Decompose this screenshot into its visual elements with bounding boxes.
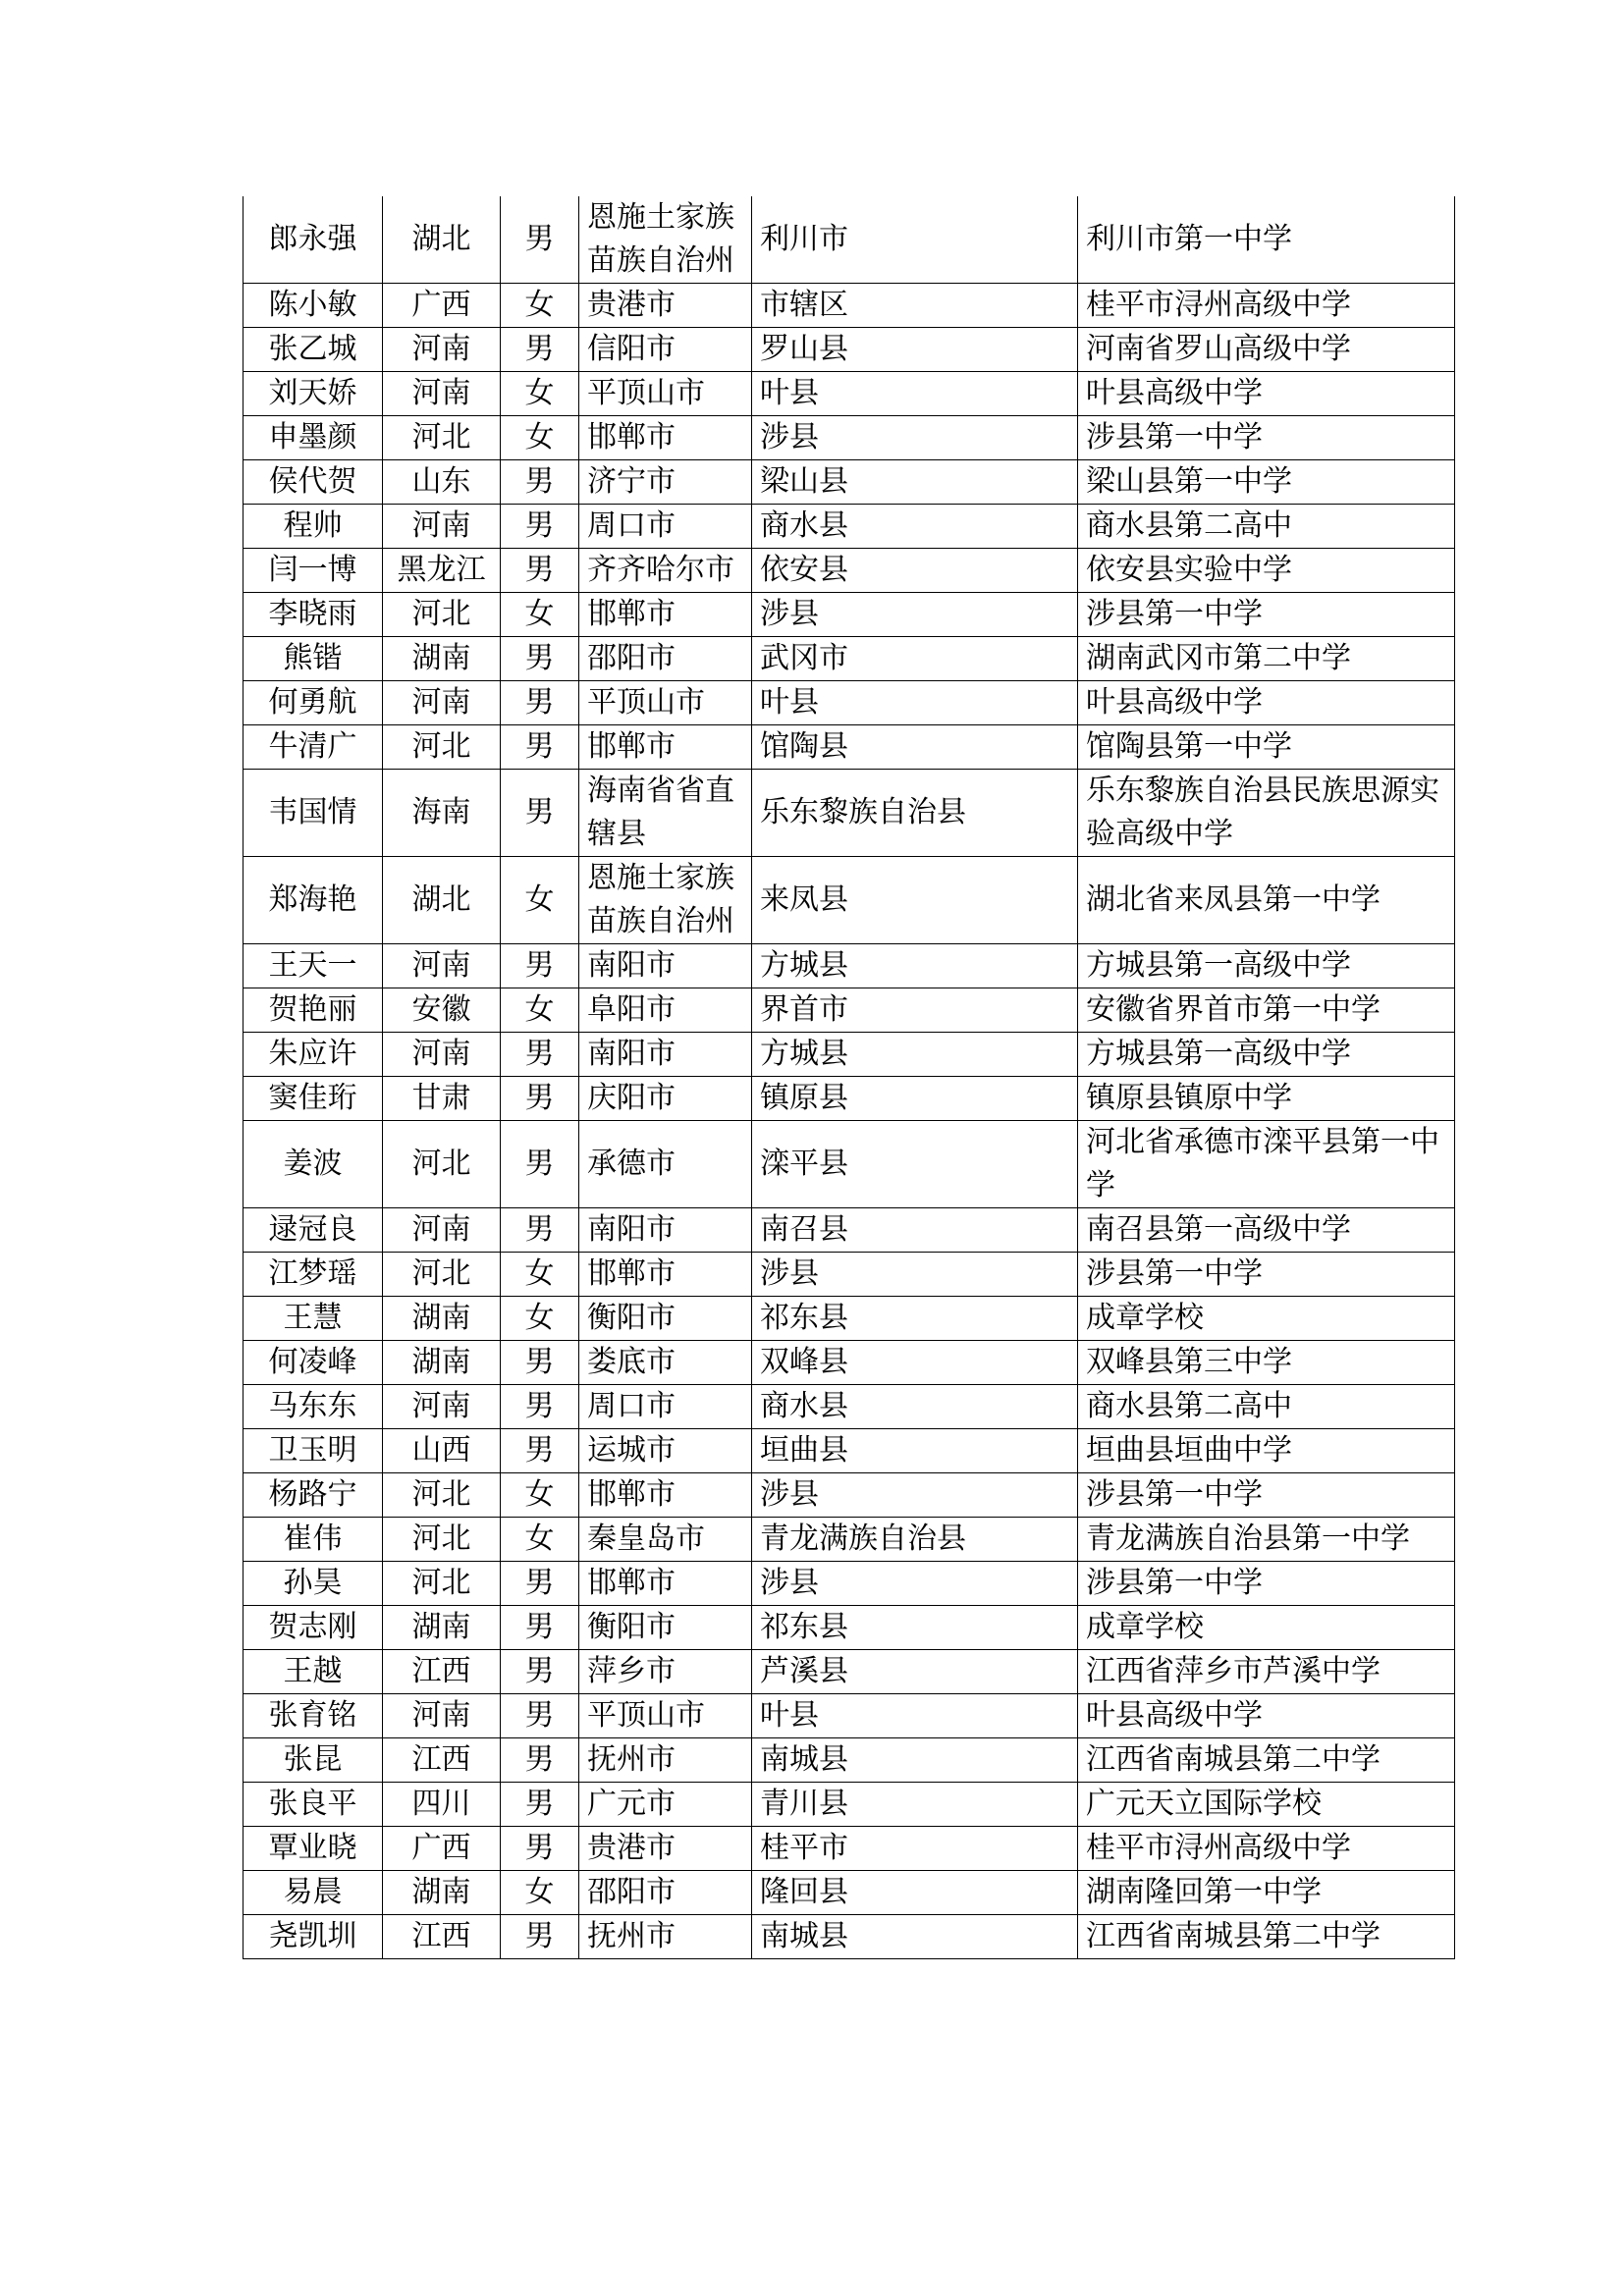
table-row xyxy=(244,1033,1455,1077)
roster-body xyxy=(244,196,1455,1959)
school-cell: 商水县第二高中 xyxy=(1078,505,1455,549)
table-row xyxy=(244,681,1455,725)
city-cell: 娄底市 xyxy=(579,1341,752,1385)
school-cell: 湖南隆回第一中学 xyxy=(1078,1871,1455,1915)
province-cell: 河南 xyxy=(383,372,501,416)
school-cell: 桂平市浔州高级中学 xyxy=(1078,1827,1455,1871)
county-cell: 青龙满族自治县 xyxy=(752,1518,1078,1562)
county-cell: 隆回县 xyxy=(752,1871,1078,1915)
gender-cell: 男 xyxy=(501,1429,579,1473)
province-cell: 河北 xyxy=(383,1253,501,1297)
student-name-cell: 窦佳珩 xyxy=(244,1077,383,1121)
province-cell: 黑龙江 xyxy=(383,549,501,593)
school-cell: 湖南武冈市第二中学 xyxy=(1078,637,1455,681)
school-cell: 依安县实验中学 xyxy=(1078,549,1455,593)
city-cell: 南阳市 xyxy=(579,1208,752,1253)
county-cell: 南城县 xyxy=(752,1738,1078,1783)
table-row xyxy=(244,1650,1455,1694)
school-cell: 商水县第二高中 xyxy=(1078,1385,1455,1429)
student-name-cell: 何凌峰 xyxy=(244,1341,383,1385)
school-cell: 方城县第一高级中学 xyxy=(1078,944,1455,988)
student-name-cell: 李晓雨 xyxy=(244,593,383,637)
city-cell: 庆阳市 xyxy=(579,1077,752,1121)
school-cell: 江西省南城县第二中学 xyxy=(1078,1738,1455,1783)
table-row xyxy=(244,1208,1455,1253)
student-name-cell: 卫玉明 xyxy=(244,1429,383,1473)
school-cell: 利川市第一中学 xyxy=(1078,196,1455,284)
student-name-cell: 贺艳丽 xyxy=(244,988,383,1033)
table-row xyxy=(244,1915,1455,1959)
student-name-cell: 王慧 xyxy=(244,1297,383,1341)
gender-cell: 男 xyxy=(501,505,579,549)
table-row xyxy=(244,1253,1455,1297)
province-cell: 湖南 xyxy=(383,637,501,681)
table-row xyxy=(244,1341,1455,1385)
school-cell: 叶县高级中学 xyxy=(1078,681,1455,725)
gender-cell: 女 xyxy=(501,1253,579,1297)
gender-cell: 男 xyxy=(501,196,579,284)
county-cell: 叶县 xyxy=(752,1694,1078,1738)
school-cell: 叶县高级中学 xyxy=(1078,372,1455,416)
city-cell: 信阳市 xyxy=(579,328,752,372)
gender-cell: 男 xyxy=(501,1915,579,1959)
gender-cell: 男 xyxy=(501,725,579,770)
province-cell: 江西 xyxy=(383,1915,501,1959)
student-name-cell: 程帅 xyxy=(244,505,383,549)
student-roster-table xyxy=(243,196,1455,1959)
school-cell: 河南省罗山高级中学 xyxy=(1078,328,1455,372)
gender-cell: 男 xyxy=(501,1694,579,1738)
table-row xyxy=(244,505,1455,549)
gender-cell: 男 xyxy=(501,1033,579,1077)
table-row xyxy=(244,593,1455,637)
province-cell: 河北 xyxy=(383,725,501,770)
city-cell: 阜阳市 xyxy=(579,988,752,1033)
city-cell: 邵阳市 xyxy=(579,637,752,681)
city-cell: 周口市 xyxy=(579,1385,752,1429)
student-name-cell: 覃业晓 xyxy=(244,1827,383,1871)
city-cell: 衡阳市 xyxy=(579,1297,752,1341)
gender-cell: 女 xyxy=(501,1297,579,1341)
gender-cell: 男 xyxy=(501,1783,579,1827)
province-cell: 河北 xyxy=(383,1121,501,1208)
county-cell: 叶县 xyxy=(752,372,1078,416)
province-cell: 湖北 xyxy=(383,857,501,944)
province-cell: 湖南 xyxy=(383,1297,501,1341)
gender-cell: 男 xyxy=(501,1650,579,1694)
province-cell: 安徽 xyxy=(383,988,501,1033)
county-cell: 依安县 xyxy=(752,549,1078,593)
table-row xyxy=(244,1518,1455,1562)
county-cell: 涉县 xyxy=(752,593,1078,637)
student-name-cell: 王越 xyxy=(244,1650,383,1694)
gender-cell: 女 xyxy=(501,1871,579,1915)
gender-cell: 男 xyxy=(501,944,579,988)
table-row xyxy=(244,1121,1455,1208)
province-cell: 湖南 xyxy=(383,1871,501,1915)
province-cell: 山西 xyxy=(383,1429,501,1473)
table-row xyxy=(244,328,1455,372)
province-cell: 广西 xyxy=(383,1827,501,1871)
table-row xyxy=(244,725,1455,770)
school-cell: 成章学校 xyxy=(1078,1606,1455,1650)
school-cell: 双峰县第三中学 xyxy=(1078,1341,1455,1385)
county-cell: 利川市 xyxy=(752,196,1078,284)
province-cell: 河南 xyxy=(383,1385,501,1429)
student-name-cell: 尧凯圳 xyxy=(244,1915,383,1959)
city-cell: 邵阳市 xyxy=(579,1871,752,1915)
county-cell: 双峰县 xyxy=(752,1341,1078,1385)
table-row xyxy=(244,857,1455,944)
county-cell: 市辖区 xyxy=(752,284,1078,328)
county-cell: 镇原县 xyxy=(752,1077,1078,1121)
school-cell: 湖北省来凤县第一中学 xyxy=(1078,857,1455,944)
table-row xyxy=(244,196,1455,284)
school-cell: 桂平市浔州高级中学 xyxy=(1078,284,1455,328)
student-name-cell: 张昆 xyxy=(244,1738,383,1783)
table-row xyxy=(244,1871,1455,1915)
table-row xyxy=(244,988,1455,1033)
school-cell: 垣曲县垣曲中学 xyxy=(1078,1429,1455,1473)
table-row xyxy=(244,460,1455,505)
gender-cell: 女 xyxy=(501,372,579,416)
student-name-cell: 王天一 xyxy=(244,944,383,988)
gender-cell: 女 xyxy=(501,857,579,944)
province-cell: 河南 xyxy=(383,944,501,988)
county-cell: 梁山县 xyxy=(752,460,1078,505)
province-cell: 河南 xyxy=(383,1208,501,1253)
student-name-cell: 姜波 xyxy=(244,1121,383,1208)
city-cell: 抚州市 xyxy=(579,1915,752,1959)
gender-cell: 女 xyxy=(501,1473,579,1518)
county-cell: 南城县 xyxy=(752,1915,1078,1959)
student-name-cell: 申墨颜 xyxy=(244,416,383,460)
city-cell: 邯郸市 xyxy=(579,1253,752,1297)
gender-cell: 男 xyxy=(501,1606,579,1650)
gender-cell: 男 xyxy=(501,770,579,857)
gender-cell: 男 xyxy=(501,1562,579,1606)
gender-cell: 女 xyxy=(501,1518,579,1562)
province-cell: 四川 xyxy=(383,1783,501,1827)
city-cell: 平顶山市 xyxy=(579,372,752,416)
table-row xyxy=(244,1077,1455,1121)
school-cell: 梁山县第一中学 xyxy=(1078,460,1455,505)
county-cell: 涉县 xyxy=(752,416,1078,460)
county-cell: 武冈市 xyxy=(752,637,1078,681)
county-cell: 叶县 xyxy=(752,681,1078,725)
city-cell: 抚州市 xyxy=(579,1738,752,1783)
school-cell: 河北省承德市滦平县第一中学 xyxy=(1078,1121,1455,1208)
gender-cell: 男 xyxy=(501,549,579,593)
gender-cell: 女 xyxy=(501,416,579,460)
county-cell: 涉县 xyxy=(752,1253,1078,1297)
county-cell: 涉县 xyxy=(752,1473,1078,1518)
table-row xyxy=(244,372,1455,416)
student-name-cell: 江梦瑶 xyxy=(244,1253,383,1297)
city-cell: 邯郸市 xyxy=(579,593,752,637)
county-cell: 祁东县 xyxy=(752,1297,1078,1341)
city-cell: 邯郸市 xyxy=(579,1562,752,1606)
city-cell: 济宁市 xyxy=(579,460,752,505)
city-cell: 齐齐哈尔市 xyxy=(579,549,752,593)
school-cell: 青龙满族自治县第一中学 xyxy=(1078,1518,1455,1562)
province-cell: 广西 xyxy=(383,284,501,328)
city-cell: 海南省省直辖县 xyxy=(579,770,752,857)
table-row xyxy=(244,416,1455,460)
city-cell: 恩施土家族苗族自治州 xyxy=(579,196,752,284)
table-row xyxy=(244,1606,1455,1650)
student-name-cell: 逯冠良 xyxy=(244,1208,383,1253)
province-cell: 湖南 xyxy=(383,1606,501,1650)
county-cell: 桂平市 xyxy=(752,1827,1078,1871)
table-row xyxy=(244,1385,1455,1429)
table-row xyxy=(244,1473,1455,1518)
city-cell: 广元市 xyxy=(579,1783,752,1827)
school-cell: 涉县第一中学 xyxy=(1078,1473,1455,1518)
county-cell: 罗山县 xyxy=(752,328,1078,372)
table-row xyxy=(244,770,1455,857)
gender-cell: 男 xyxy=(501,328,579,372)
gender-cell: 女 xyxy=(501,593,579,637)
province-cell: 海南 xyxy=(383,770,501,857)
city-cell: 贵港市 xyxy=(579,284,752,328)
gender-cell: 男 xyxy=(501,1077,579,1121)
city-cell: 邯郸市 xyxy=(579,725,752,770)
city-cell: 平顶山市 xyxy=(579,681,752,725)
school-cell: 涉县第一中学 xyxy=(1078,416,1455,460)
table-row xyxy=(244,549,1455,593)
student-name-cell: 郑海艳 xyxy=(244,857,383,944)
table-row xyxy=(244,284,1455,328)
county-cell: 来凤县 xyxy=(752,857,1078,944)
table-row xyxy=(244,944,1455,988)
city-cell: 邯郸市 xyxy=(579,416,752,460)
student-name-cell: 朱应许 xyxy=(244,1033,383,1077)
table-row xyxy=(244,1694,1455,1738)
city-cell: 秦皇岛市 xyxy=(579,1518,752,1562)
student-name-cell: 何勇航 xyxy=(244,681,383,725)
city-cell: 南阳市 xyxy=(579,1033,752,1077)
gender-cell: 女 xyxy=(501,988,579,1033)
student-name-cell: 张育铭 xyxy=(244,1694,383,1738)
table-row xyxy=(244,1562,1455,1606)
table-row xyxy=(244,1738,1455,1783)
school-cell: 乐东黎族自治县民族思源实验高级中学 xyxy=(1078,770,1455,857)
county-cell: 南召县 xyxy=(752,1208,1078,1253)
student-name-cell: 刘天娇 xyxy=(244,372,383,416)
gender-cell: 男 xyxy=(501,637,579,681)
student-name-cell: 贺志刚 xyxy=(244,1606,383,1650)
table-row xyxy=(244,1429,1455,1473)
gender-cell: 男 xyxy=(501,1208,579,1253)
county-cell: 界首市 xyxy=(752,988,1078,1033)
student-name-cell: 崔伟 xyxy=(244,1518,383,1562)
student-name-cell: 张良平 xyxy=(244,1783,383,1827)
school-cell: 安徽省界首市第一中学 xyxy=(1078,988,1455,1033)
county-cell: 乐东黎族自治县 xyxy=(752,770,1078,857)
county-cell: 方城县 xyxy=(752,944,1078,988)
student-name-cell: 陈小敏 xyxy=(244,284,383,328)
province-cell: 河北 xyxy=(383,1473,501,1518)
student-name-cell: 熊锴 xyxy=(244,637,383,681)
county-cell: 垣曲县 xyxy=(752,1429,1078,1473)
school-cell: 叶县高级中学 xyxy=(1078,1694,1455,1738)
gender-cell: 男 xyxy=(501,1385,579,1429)
province-cell: 江西 xyxy=(383,1738,501,1783)
gender-cell: 男 xyxy=(501,460,579,505)
school-cell: 江西省萍乡市芦溪中学 xyxy=(1078,1650,1455,1694)
county-cell: 商水县 xyxy=(752,505,1078,549)
student-name-cell: 张乙城 xyxy=(244,328,383,372)
city-cell: 恩施土家族苗族自治州 xyxy=(579,857,752,944)
county-cell: 青川县 xyxy=(752,1783,1078,1827)
school-cell: 成章学校 xyxy=(1078,1297,1455,1341)
school-cell: 馆陶县第一中学 xyxy=(1078,725,1455,770)
county-cell: 涉县 xyxy=(752,1562,1078,1606)
county-cell: 滦平县 xyxy=(752,1121,1078,1208)
province-cell: 河南 xyxy=(383,1694,501,1738)
school-cell: 南召县第一高级中学 xyxy=(1078,1208,1455,1253)
city-cell: 衡阳市 xyxy=(579,1606,752,1650)
table-row xyxy=(244,1827,1455,1871)
table-row xyxy=(244,637,1455,681)
province-cell: 山东 xyxy=(383,460,501,505)
province-cell: 江西 xyxy=(383,1650,501,1694)
city-cell: 运城市 xyxy=(579,1429,752,1473)
county-cell: 祁东县 xyxy=(752,1606,1078,1650)
province-cell: 河北 xyxy=(383,593,501,637)
school-cell: 涉县第一中学 xyxy=(1078,1253,1455,1297)
city-cell: 平顶山市 xyxy=(579,1694,752,1738)
student-name-cell: 郎永强 xyxy=(244,196,383,284)
city-cell: 贵港市 xyxy=(579,1827,752,1871)
gender-cell: 男 xyxy=(501,681,579,725)
province-cell: 河北 xyxy=(383,416,501,460)
county-cell: 方城县 xyxy=(752,1033,1078,1077)
city-cell: 萍乡市 xyxy=(579,1650,752,1694)
student-name-cell: 韦国情 xyxy=(244,770,383,857)
province-cell: 河南 xyxy=(383,505,501,549)
county-cell: 芦溪县 xyxy=(752,1650,1078,1694)
school-cell: 涉县第一中学 xyxy=(1078,1562,1455,1606)
student-name-cell: 杨路宁 xyxy=(244,1473,383,1518)
city-cell: 南阳市 xyxy=(579,944,752,988)
student-name-cell: 孙昊 xyxy=(244,1562,383,1606)
gender-cell: 男 xyxy=(501,1121,579,1208)
gender-cell: 女 xyxy=(501,284,579,328)
city-cell: 邯郸市 xyxy=(579,1473,752,1518)
city-cell: 承德市 xyxy=(579,1121,752,1208)
city-cell: 周口市 xyxy=(579,505,752,549)
school-cell: 镇原县镇原中学 xyxy=(1078,1077,1455,1121)
gender-cell: 男 xyxy=(501,1341,579,1385)
province-cell: 河北 xyxy=(383,1562,501,1606)
province-cell: 湖北 xyxy=(383,196,501,284)
province-cell: 河南 xyxy=(383,1033,501,1077)
province-cell: 湖南 xyxy=(383,1341,501,1385)
student-name-cell: 牛清广 xyxy=(244,725,383,770)
school-cell: 江西省南城县第二中学 xyxy=(1078,1915,1455,1959)
student-name-cell: 侯代贺 xyxy=(244,460,383,505)
gender-cell: 男 xyxy=(501,1738,579,1783)
school-cell: 广元天立国际学校 xyxy=(1078,1783,1455,1827)
school-cell: 涉县第一中学 xyxy=(1078,593,1455,637)
student-name-cell: 马东东 xyxy=(244,1385,383,1429)
province-cell: 甘肃 xyxy=(383,1077,501,1121)
gender-cell: 男 xyxy=(501,1827,579,1871)
county-cell: 馆陶县 xyxy=(752,725,1078,770)
school-cell: 方城县第一高级中学 xyxy=(1078,1033,1455,1077)
student-name-cell: 闫一博 xyxy=(244,549,383,593)
county-cell: 商水县 xyxy=(752,1385,1078,1429)
province-cell: 河南 xyxy=(383,681,501,725)
student-name-cell: 易晨 xyxy=(244,1871,383,1915)
table-row xyxy=(244,1297,1455,1341)
table-row xyxy=(244,1783,1455,1827)
province-cell: 河南 xyxy=(383,328,501,372)
province-cell: 河北 xyxy=(383,1518,501,1562)
